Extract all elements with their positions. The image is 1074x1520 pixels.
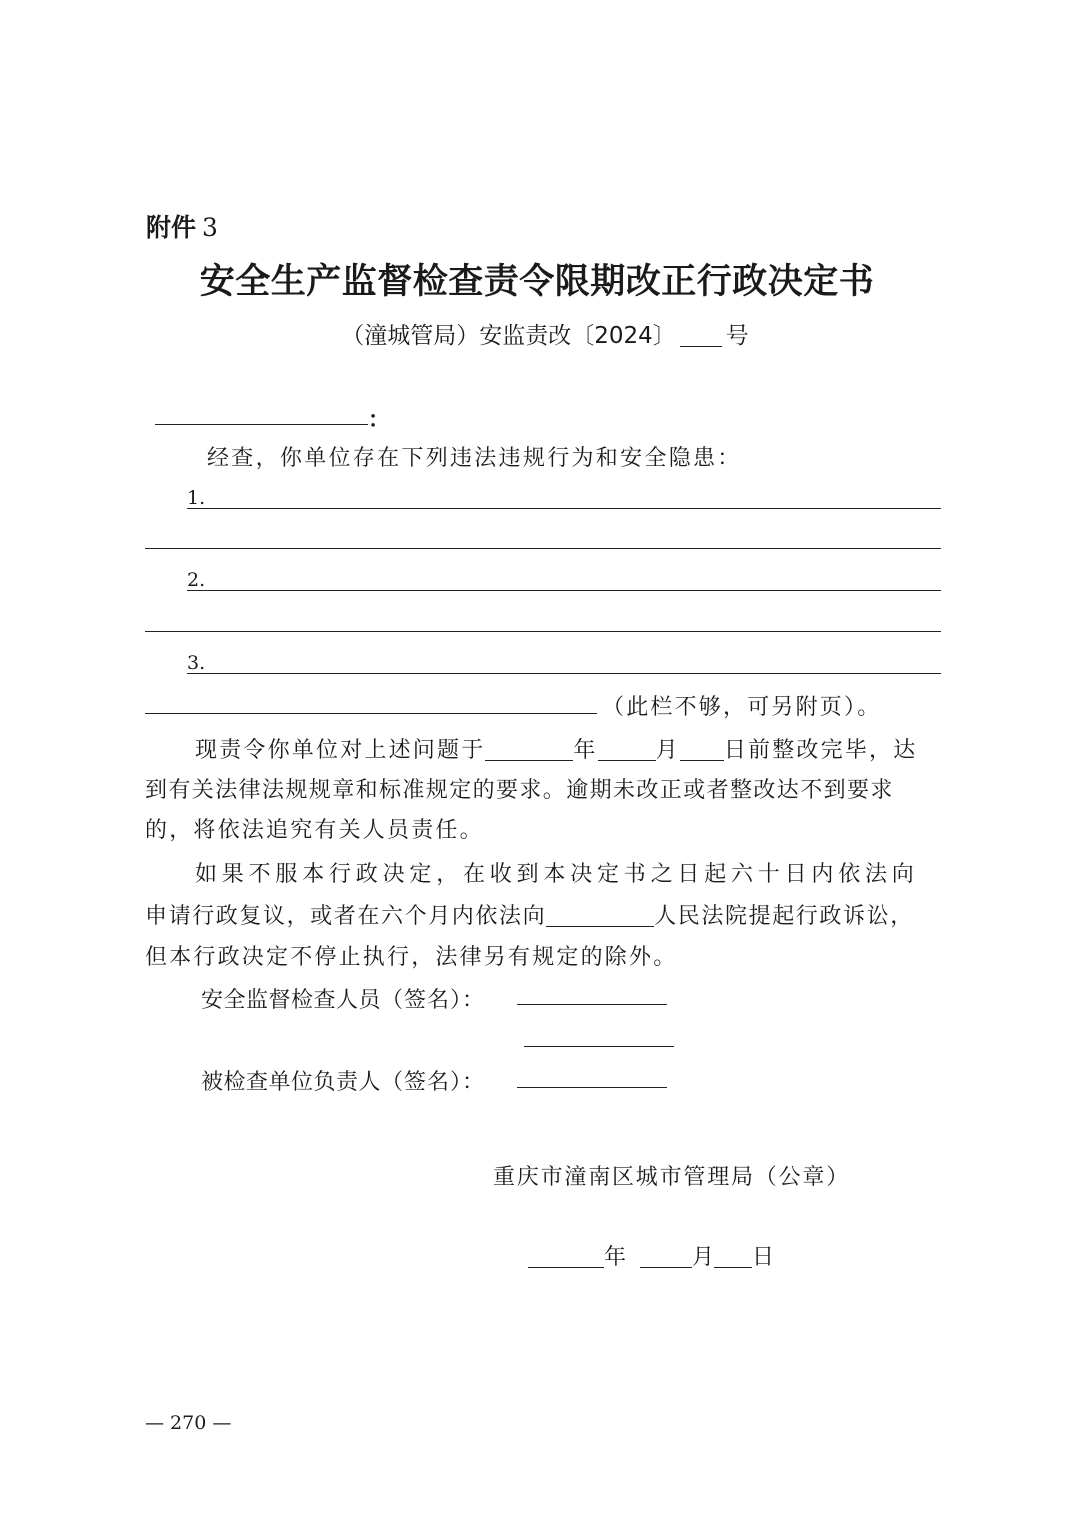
- item-number-2: 2.: [187, 569, 206, 591]
- item-1-line: [187, 508, 941, 509]
- findings-intro: 经查，你单位存在下列违法违规行为和安全隐患：: [207, 446, 742, 471]
- item-3-line: [187, 673, 941, 674]
- date-day-blank: [714, 1245, 752, 1268]
- addressee-colon: ：: [368, 407, 391, 433]
- item-2-continuation-line: [145, 631, 941, 632]
- order-line-1: [195, 733, 917, 764]
- date-year-blank: [528, 1245, 604, 1268]
- continuation-note: （此栏不够，可另附页）。: [602, 695, 882, 720]
- doc-number-suffix: 号: [725, 323, 749, 349]
- responsible-sign-label: （签名）：: [381, 1070, 486, 1095]
- document-number: [0, 317, 1074, 350]
- responsible-signature: [201, 1065, 485, 1096]
- document-title: 安全生产监督检查责令限期改正行政决定书: [199, 262, 875, 302]
- order-line-2: 到有关法律法规规章和标准规定的要求。逾期未改正或者整改达不到要求: [145, 778, 894, 803]
- inspector-signature-line-1: [517, 1004, 667, 1005]
- order-month-label: 月: [655, 738, 680, 763]
- order-text-1: 现责令你单位对上述问题于: [195, 738, 486, 763]
- appeal-line-1: 如果不服本行政决定，在收到本决定书之日起六十日内依法向: [195, 862, 919, 887]
- inspector-label: 安全监督检查人员: [201, 988, 382, 1013]
- issue-date: [528, 1240, 774, 1271]
- inspector-signature: [201, 983, 485, 1014]
- item-1-continuation-line: [145, 548, 941, 549]
- item-2-line: [187, 590, 941, 591]
- date-day-label: 日: [752, 1245, 775, 1270]
- attachment-text: 附件: [146, 213, 197, 242]
- date-year-label: 年: [604, 1245, 627, 1270]
- inspector-signature-line-2: [524, 1046, 674, 1047]
- item-number-3: 3.: [187, 652, 206, 674]
- doc-number-prefix: （潼城管局）安监责改〔2024〕: [341, 323, 676, 349]
- responsible-label: 被检查单位负责人: [201, 1070, 382, 1095]
- item-3-continuation-line: [145, 713, 597, 714]
- page-number: — 270 —: [145, 1412, 232, 1434]
- order-line-3: 的，将依法追究有关人员责任。: [145, 818, 484, 843]
- date-month-blank: [640, 1245, 692, 1268]
- order-text-2: 日前整改完毕，达: [723, 738, 918, 763]
- appeal-line-3: 但本行政决定不停止执行，法律另有规定的除外。: [145, 945, 678, 970]
- issuer-seal: 重庆市潼南区城市管理局（公章）: [493, 1165, 851, 1190]
- doc-number-blank: [680, 324, 722, 347]
- item-number-1: 1.: [187, 487, 206, 509]
- inspector-sign-label: （签名）：: [381, 988, 486, 1013]
- responsible-signature-line: [517, 1087, 667, 1088]
- attachment-number: 3: [202, 213, 218, 242]
- attachment-label: [146, 208, 218, 244]
- order-month-blank: [598, 738, 656, 761]
- court-blank: [546, 904, 654, 927]
- order-day-blank: [680, 738, 724, 761]
- order-year-label: 年: [573, 738, 598, 763]
- appeal-text-2a: 申请行政复议，或者在六个月内依法向: [145, 904, 547, 929]
- appeal-line-2: [145, 899, 914, 930]
- order-year-blank: [485, 738, 573, 761]
- addressee-blank: [155, 424, 368, 425]
- appeal-text-2b: 人民法院提起行政诉讼，: [654, 904, 914, 929]
- date-month-label: 月: [692, 1245, 715, 1270]
